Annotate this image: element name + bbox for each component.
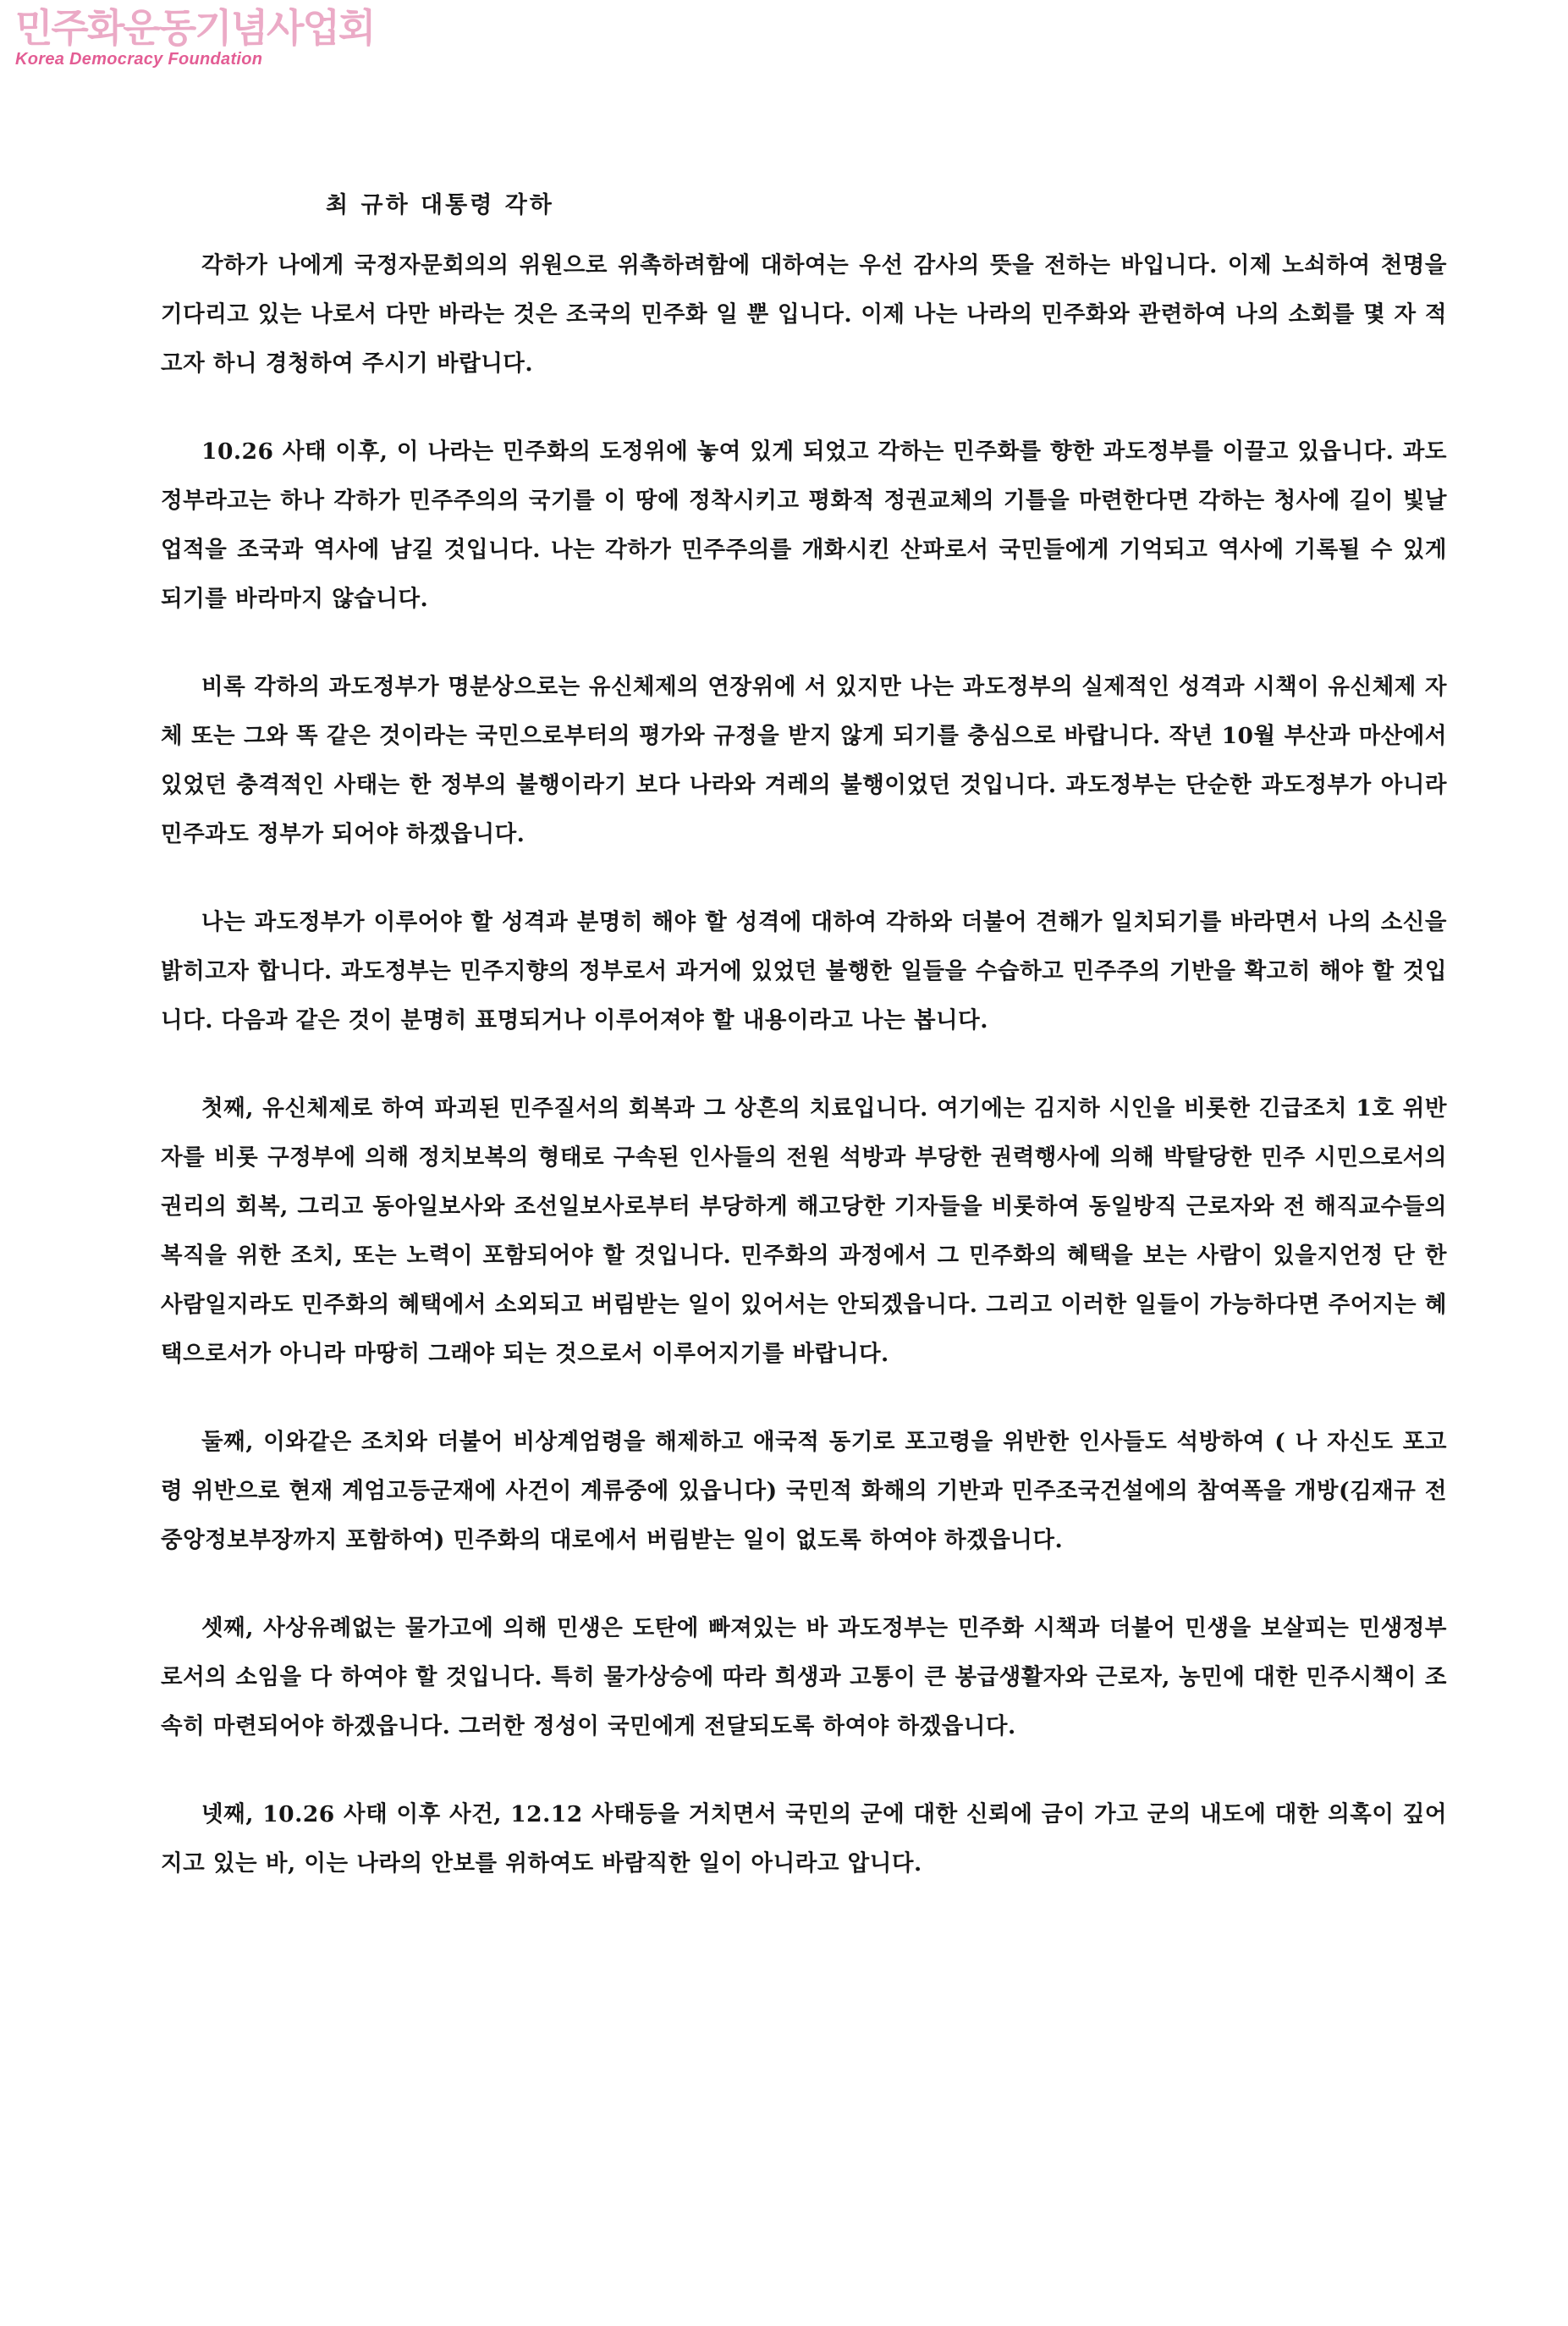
paragraph-3: 비록 각하의 과도정부가 명분상으로는 유신체제의 연장위에 서 있지만 나는 과도정부의 실제적인 성격과 시책이 유신체제 자체 또는 그와 똑 같은 것이라는 국민으로부터의 평가와 규정을 받지 않게 되기를 충심으로 바랍니다. 작년 10월 부산과 마산에서 있었던 충격적인 사태는 한 정부의 불행이라기 보다 나라와 겨레의 불행이었던 것입니다. 과도정부는 단순한 과도정부가 아니라 민주과도 정부가 되어야 하겠읍니다. [161, 674, 1447, 847]
watermark-english-name: Korea Democracy Foundation [15, 50, 263, 69]
watermark-korean-name: 민주화운동기념사업회 [15, 5, 375, 51]
paragraph-4: 나는 과도정부가 이루어야 할 성격과 분명히 해야 할 성격에 대하여 각하와 더불어 견해가 일치되기를 바라면서 나의 소신을 밝히고자 합니다. 과도정부는 민주지향의 정부로서 과거에 있었던 불행한 일들을 수습하고 민주주의 기반을 확고히 해야 할 것입니다. 다음과 같은 것이 분명히 표명되거나 이루어져야 할 내용이라고 나는 봅니다. [161, 909, 1447, 1033]
paragraph-1: 각하가 나에게 국정자문회의의 위원으로 위촉하려함에 대하여는 우선 감사의 뜻을 전하는 바입니다. 이제 노쇠하여 천명을 기다리고 있는 나로서 다만 바라는 것은 조국의 민주화 일 뿐 입니다. 이제 나는 나라의 민주화와 관련하여 나의 소회를 몇 자 적고자 하니 경청하여 주시기 바랍니다. [161, 252, 1447, 377]
paragraph-8: 넷째, 10.26 사태 이후 사건, 12.12 사태등을 거치면서 국민의 군에 대한 신뢰에 금이 가고 군의 내도에 대한 의혹이 깊어지고 있는 바, 이는 나라의 안보를 위하여도 바람직한 일이 아니라고 압니다. [161, 1801, 1447, 1877]
paragraph-6: 둘째, 이와같은 조치와 더불어 비상계엄령을 해제하고 애국적 동기로 포고령을 위반한 인사들도 석방하여 ( 나 자신도 포고령 위반으로 현재 계엄고등군재에 사건이 계류중에 있읍니다) 국민적 화해의 기반과 민주조국건설에의 참여폭을 개방(김재규 전 중앙정보부장까지 포함하여) 민주화의 대로에서 버림받는 일이 없도록 하여야 하겠읍니다. [161, 1429, 1447, 1553]
letter-salutation: 최 규하 대통령 각하 [326, 192, 554, 218]
letter-body [161, 241, 1447, 1888]
foundation-watermark [15, 5, 375, 69]
paragraph-2: 10.26 사태 이후, 이 나라는 민주화의 도정위에 놓여 있게 되었고 각하는 민주화를 향한 과도정부를 이끌고 있읍니다. 과도정부라고는 하나 각하가 민주주의의 국기를 이 땅에 정착시키고 평화적 정권교체의 기틀을 마련한다면 각하는 청사에 길이 빛날 업적을 조국과 역사에 남길 것입니다. 나는 각하가 민주주의를 개화시킨 산파로서 국민들에게 기억되고 역사에 기록될 수 있게 되기를 바라마지 않습니다. [161, 438, 1447, 612]
paragraph-7: 셋째, 사상유례없는 물가고에 의해 민생은 도탄에 빠져있는 바 과도정부는 민주화 시책과 더불어 민생을 보살피는 민생정부로서의 소임을 다 하여야 할 것입니다. 특히 물가상승에 따라 희생과 고통이 큰 봉급생활자와 근로자, 농민에 대한 민주시책이 조속히 마련되어야 하겠읍니다. 그러한 정성이 국민에게 전달되도록 하여야 하겠읍니다. [161, 1615, 1447, 1739]
paragraph-5: 첫째, 유신체제로 하여 파괴된 민주질서의 회복과 그 상흔의 치료입니다. 여기에는 김지하 시인을 비롯한 긴급조치 1호 위반자를 비롯 구정부에 의해 정치보복의 형태로 구속된 인사들의 전원 석방과 부당한 권력행사에 의해 박탈당한 민주 시민으로서의 권리의 회복, 그리고 동아일보사와 조선일보사로부터 부당하게 해고당한 기자들을 비롯하여 동일방직 근로자와 전 해직교수들의 복직을 위한 조치, 또는 노력이 포함되어야 할 것입니다. 민주화의 과정에서 그 민주화의 혜택을 보는 사람이 있을지언정 단 한 사람일지라도 민주화의 혜택에서 소외되고 버림받는 일이 있어서는 안되겠읍니다. 그리고 이러한 일들이 가능하다면 주어지는 혜택으로서가 아니라 마땅히 그래야 되는 것으로서 이루어지기를 바랍니다. [161, 1095, 1447, 1367]
